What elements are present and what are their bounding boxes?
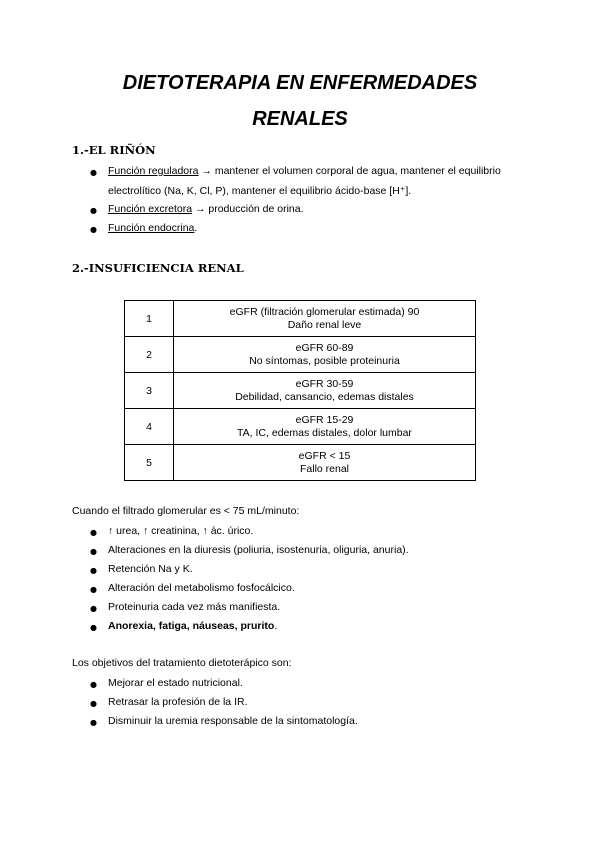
list-item-text: → mantener el volumen corporal de agua, mantener el equilibrio bbox=[198, 165, 501, 177]
bullet-icon: ● bbox=[90, 168, 97, 177]
stage-number: 1 bbox=[125, 301, 174, 337]
stage-note: Daño renal leve bbox=[287, 318, 362, 331]
stage-egfr: eGFR 15-29 bbox=[295, 413, 354, 426]
table-row bbox=[125, 409, 476, 445]
bullet-icon: ● bbox=[90, 585, 97, 594]
bullet-icon: ● bbox=[90, 623, 97, 632]
table-row bbox=[125, 445, 476, 481]
document-title-line1: DIETOTERAPIA EN ENFERMEDADES bbox=[122, 72, 478, 94]
section-heading-insuficiencia: 2.-INSUFICIENCIA RENAL bbox=[72, 261, 244, 275]
table-row bbox=[125, 373, 476, 409]
list-item bbox=[108, 203, 304, 215]
list-item: Alteración del metabolismo fosfocálcico. bbox=[108, 582, 295, 594]
stage-number: 4 bbox=[125, 409, 174, 445]
list-item bbox=[108, 222, 197, 234]
list-item-bold-text: Anorexia, fatiga, náuseas, prurito bbox=[108, 620, 275, 632]
stage-egfr: eGFR 30-59 bbox=[295, 377, 354, 390]
stage-description bbox=[174, 337, 476, 373]
list-item: Proteinuria cada vez más manifiesta. bbox=[108, 601, 281, 613]
term-funcion-excretora: Función excretora bbox=[108, 203, 193, 215]
stage-description bbox=[174, 301, 476, 337]
term-funcion-reguladora: Función reguladora bbox=[108, 165, 199, 177]
list-item: Retrasar la profesión de la IR. bbox=[108, 696, 248, 708]
paragraph-filtrado-intro: Cuando el filtrado glomerular es < 75 mL/minuto: bbox=[72, 505, 300, 517]
list-item: ↑ urea, ↑ creatinina, ↑ ác. úrico. bbox=[108, 525, 254, 537]
list-item: Retención Na y K. bbox=[108, 563, 193, 575]
list-item bbox=[108, 165, 501, 177]
stage-note: No síntomas, posible proteinuria bbox=[249, 354, 400, 367]
list-item: Disminuir la uremia responsable de la sintomatología. bbox=[108, 715, 358, 727]
stage-number: 3 bbox=[125, 373, 174, 409]
stage-description bbox=[174, 409, 476, 445]
stage-egfr: eGFR (filtración glomerular estimada) 90 bbox=[229, 305, 420, 318]
document-title-line2: RENALES bbox=[252, 108, 348, 130]
stage-number: 2 bbox=[125, 337, 174, 373]
term-funcion-endocrina: Función endocrina bbox=[108, 222, 195, 234]
table-row bbox=[125, 301, 476, 337]
table-row bbox=[125, 337, 476, 373]
stage-note: TA, IC, edemas distales, dolor lumbar bbox=[237, 426, 412, 439]
stage-description bbox=[174, 373, 476, 409]
stage-description bbox=[174, 445, 476, 481]
stage-number: 5 bbox=[125, 445, 174, 481]
bullet-icon: ● bbox=[90, 680, 97, 689]
ckd-stages-table bbox=[124, 300, 476, 481]
list-item: Alteraciones en la diuresis (poliuria, isostenuria, oliguria, anuria). bbox=[108, 544, 409, 556]
stage-note: Debilidad, cansancio, edemas distales bbox=[235, 390, 414, 403]
bullet-icon: ● bbox=[90, 699, 97, 708]
list-item-continuation: electrolítico (Na, K, Cl, P), mantener el equilibrio ácido-base [H⁺]. bbox=[108, 185, 412, 197]
stage-note: Fallo renal bbox=[299, 462, 350, 475]
list-item-text: → producción de orina. bbox=[192, 203, 304, 215]
bullet-icon: ● bbox=[90, 528, 97, 537]
bullet-icon: ● bbox=[90, 547, 97, 556]
list-item-text: . bbox=[194, 222, 198, 234]
list-item: Mejorar el estado nutricional. bbox=[108, 677, 243, 689]
stage-egfr: eGFR 60-89 bbox=[295, 341, 354, 354]
paragraph-objetivos-intro: Los objetivos del tratamiento dietoterápico son: bbox=[72, 657, 292, 669]
bullet-icon: ● bbox=[90, 206, 97, 215]
list-item bbox=[108, 620, 277, 632]
bullet-icon: ● bbox=[90, 718, 97, 727]
list-item-text: . bbox=[274, 620, 278, 632]
section-heading-rinon: 1.-EL RIÑÓN bbox=[72, 143, 156, 157]
bullet-icon: ● bbox=[90, 604, 97, 613]
stage-egfr: eGFR < 15 bbox=[298, 449, 351, 462]
bullet-icon: ● bbox=[90, 566, 97, 575]
bullet-icon: ● bbox=[90, 225, 97, 234]
